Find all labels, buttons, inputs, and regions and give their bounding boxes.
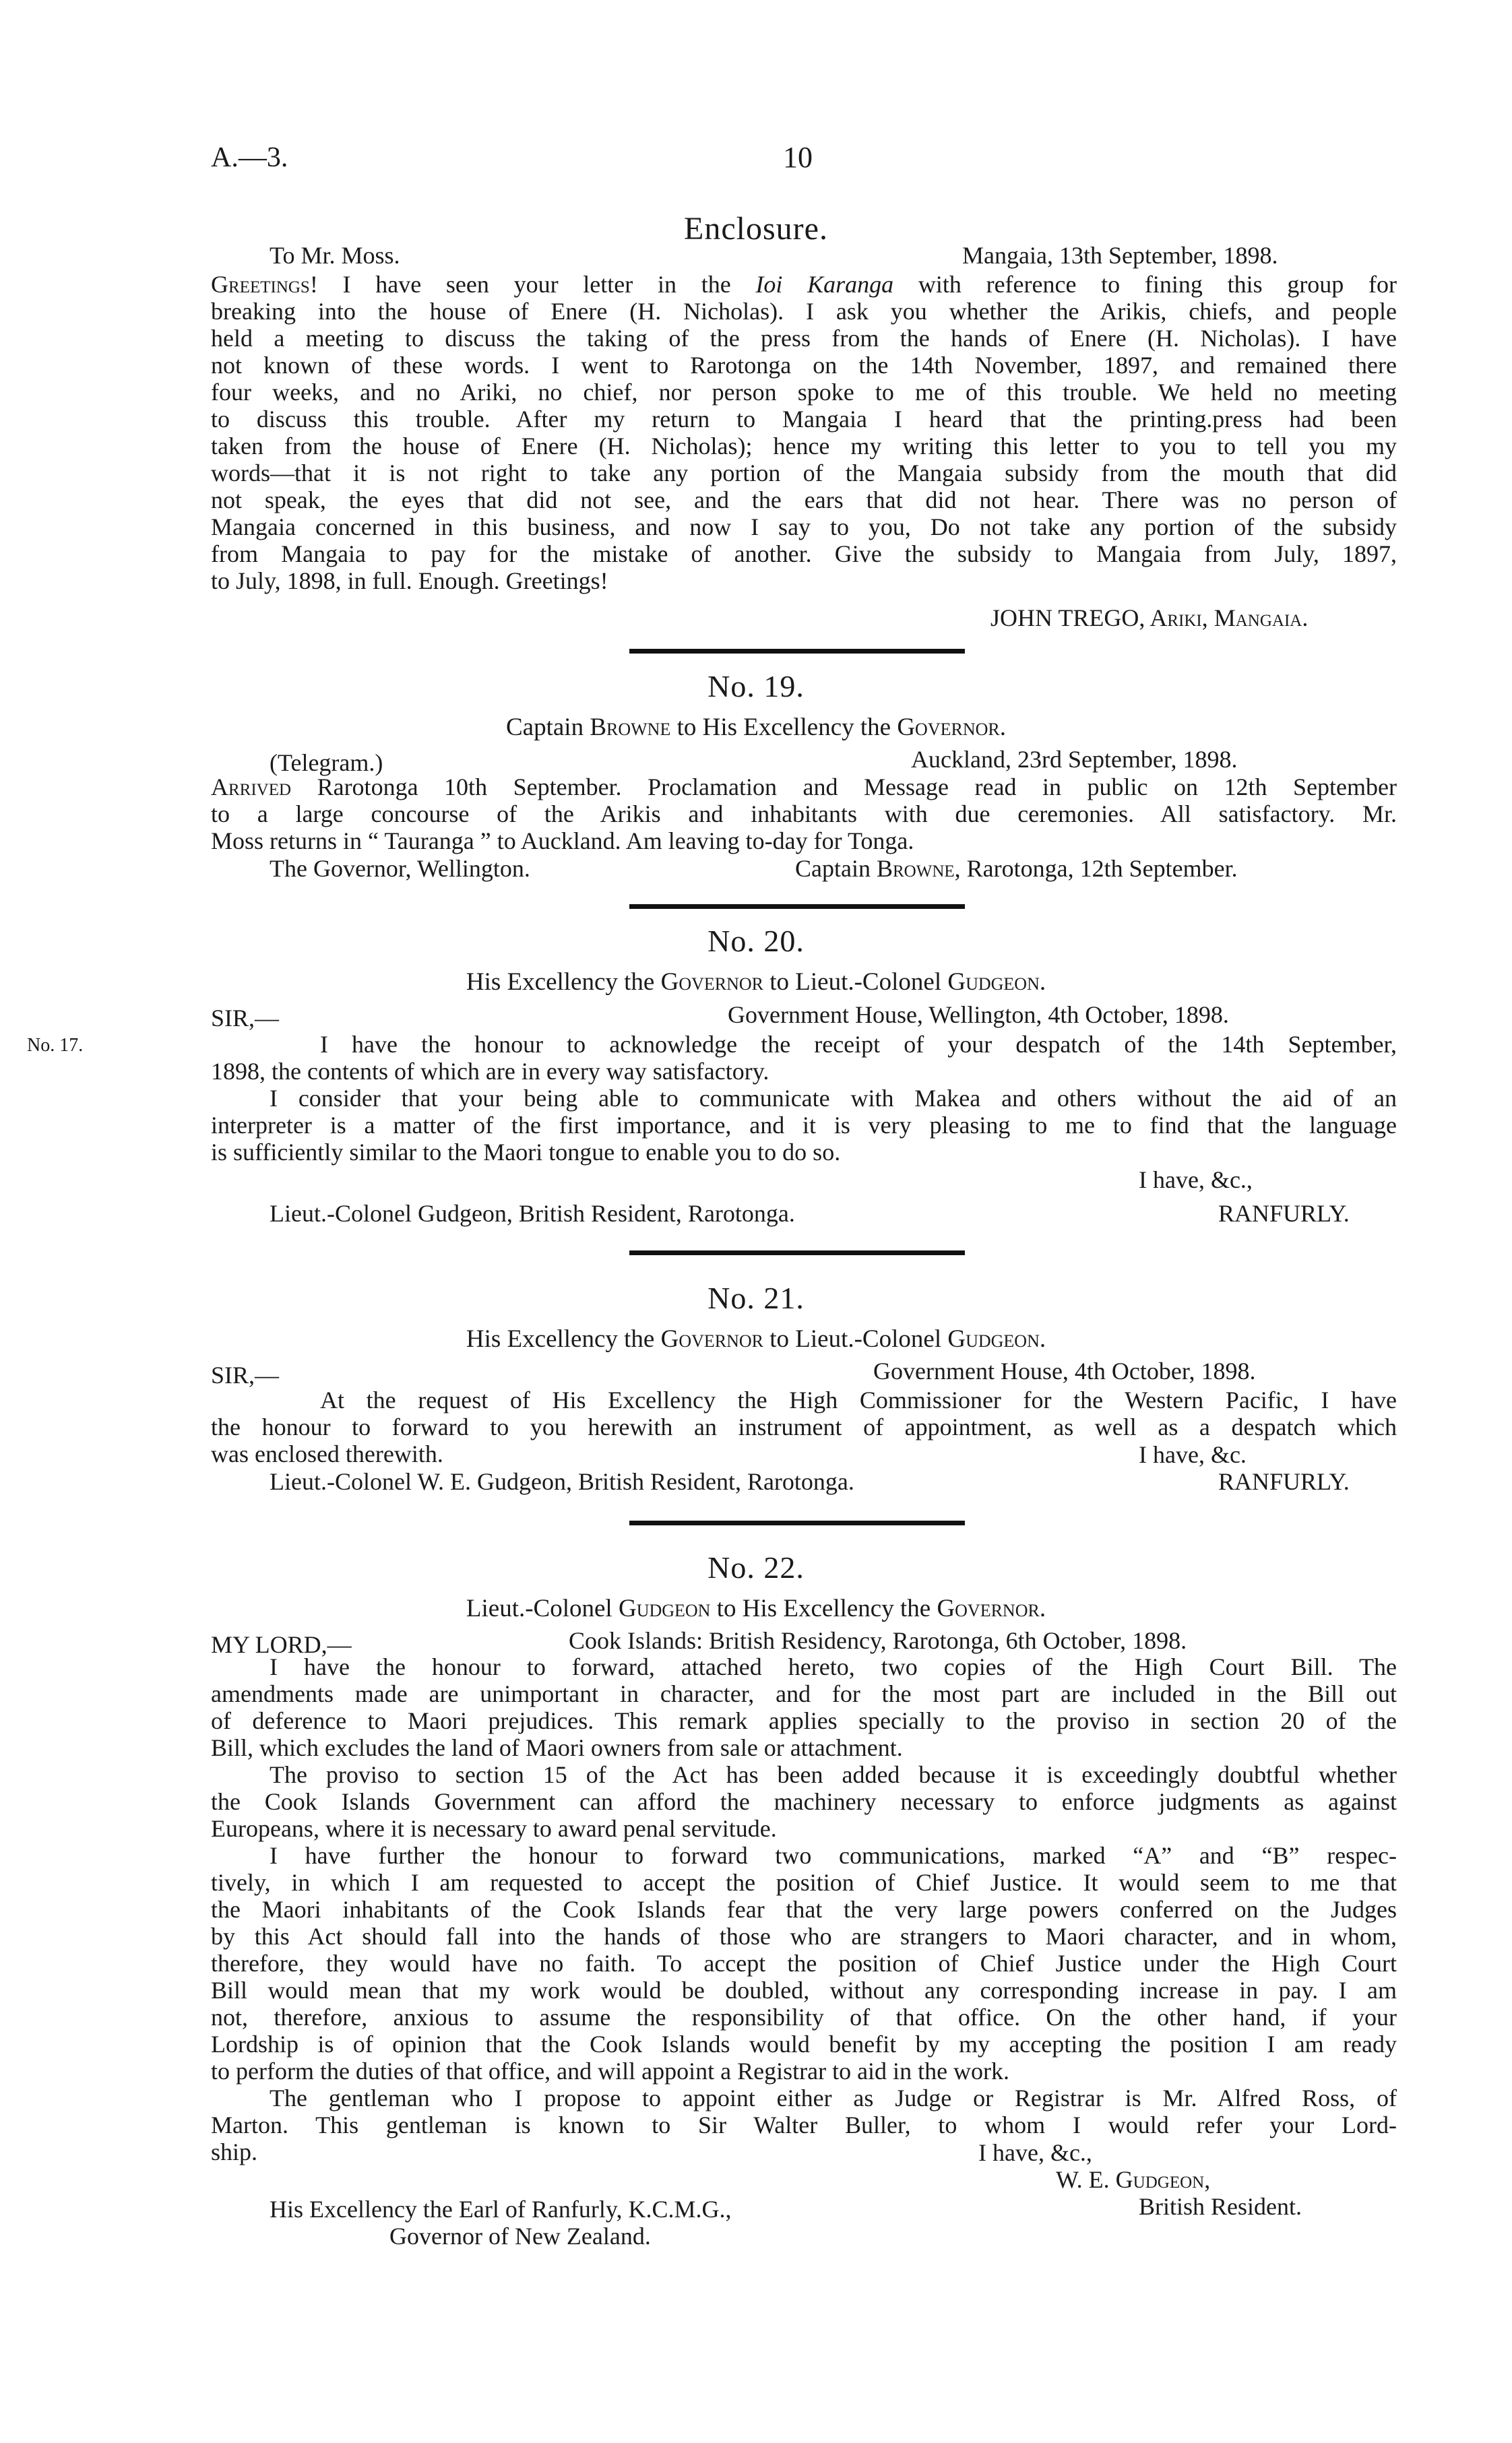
no22-closing: I have, &c., bbox=[978, 2139, 1092, 2166]
no22-line: The proviso to section 15 of the Act has been added because it is exceedingly doubtful whether bbox=[270, 1761, 1397, 1788]
no22-line: Lordship is of opinion that the Cook Islands would benefit by my accepting the position I am ready bbox=[211, 2031, 1397, 2058]
no22-line: by this Act should fall into the hands of those who are strangers to Maori character, and in whom, bbox=[211, 1923, 1397, 1950]
enclosure-line: words—that it is not right to take any portion of the Mangaia subsidy from the mouth that did bbox=[211, 459, 1397, 486]
no20-number: No. 20. bbox=[707, 924, 805, 958]
no22-number: No. 22. bbox=[707, 1550, 805, 1585]
no22-line: The gentleman who I propose to appoint either as Judge or Registrar is Mr. Alfred Ross, of bbox=[270, 2085, 1397, 2112]
section-rule bbox=[629, 649, 965, 654]
no22-signature-name: W. E. Gudgeon, bbox=[1056, 2166, 1211, 2193]
no22-line: not, therefore, anxious to assume the responsibility of that office. On the other hand, if your bbox=[211, 2004, 1397, 2031]
no22-line: the Maori inhabitants of the Cook Islands fear that the very large powers conferred on the Judges bbox=[211, 1896, 1397, 1923]
margin-note: No. 17. bbox=[27, 1035, 84, 1056]
enclosure-line: breaking into the house of Enere (H. Nicholas). I ask you whether the Arikis, chiefs, and people bbox=[211, 298, 1397, 325]
enclosure-line: held a meeting to discuss the taking of the press from the hands of Enere (H. Nicholas). I have bbox=[211, 325, 1397, 352]
no20-line: I have the honour to acknowledge the receipt of your despatch of the 14th September, bbox=[320, 1031, 1397, 1058]
arrived-word: Arrived bbox=[211, 773, 292, 800]
enclosure-place-date: Mangaia, 13th September, 1898. bbox=[962, 242, 1278, 269]
no22-addressee-line2: Governor of New Zealand. bbox=[389, 2223, 651, 2250]
no21-signature: RANFURLY. bbox=[1218, 1468, 1350, 1495]
no19-telegram-label: (Telegram.) bbox=[270, 749, 383, 776]
section-rule bbox=[629, 1521, 965, 1525]
no19-line: Arrived Rarotonga 10th September. Proclamation and Message read in public on 12th September bbox=[211, 773, 1397, 800]
no22-line: Europeans, where it is necessary to award penal servitude. bbox=[211, 1815, 777, 1842]
enclosure-signature: JOHN TREGO, Ariki, Mangaia. bbox=[990, 604, 1309, 631]
no20-line: interpreter is a matter of the first importance, and it is very pleasing to me to find that the language bbox=[211, 1112, 1397, 1139]
enclosure-line: to July, 1898, in full. Enough. Greetings! bbox=[211, 567, 608, 594]
no21-addressee: Lieut.-Colonel W. E. Gudgeon, British Resident, Rarotonga. bbox=[270, 1468, 854, 1495]
no20-line: 1898, the contents of which are in every way satisfactory. bbox=[211, 1058, 769, 1085]
no22-line: the Cook Islands Government can afford the machinery necessary to enforce judgments as against bbox=[211, 1788, 1397, 1815]
no20-line: I consider that your being able to communicate with Makea and others without the aid of an bbox=[270, 1085, 1397, 1112]
no19-line: to a large concourse of the Arikis and inhabitants with due ceremonies. All satisfactory. Mr. bbox=[211, 800, 1397, 827]
no22-line: therefore, they would have no faith. To accept the position of Chief Justice under the High Court bbox=[211, 1950, 1397, 1977]
enclosure-line: Mangaia concerned in this business, and now I say to you, Do not take any portion of the subsidy bbox=[211, 513, 1397, 540]
page-number: 10 bbox=[783, 141, 813, 174]
no19-addressee: The Governor, Wellington. bbox=[270, 855, 530, 882]
newspaper-name: Ioi Karanga bbox=[755, 271, 894, 298]
no19-signature: Captain Browne, Rarotonga, 12th September. bbox=[795, 855, 1238, 882]
no20-addressee: Lieut.-Colonel Gudgeon, British Resident, Rarotonga. bbox=[270, 1200, 795, 1227]
no19-subtitle: Captain Browne to His Excellency the Governor. bbox=[506, 713, 1006, 741]
no21-line: the honour to forward to you herewith an instrument of appointment, as well as a despatch which bbox=[211, 1414, 1397, 1440]
no21-number: No. 21. bbox=[707, 1281, 805, 1315]
enclosure-to: To Mr. Moss. bbox=[270, 242, 400, 269]
no21-salutation: SIR,— bbox=[211, 1362, 280, 1389]
no20-place-date: Government House, Wellington, 4th October, 1898. bbox=[728, 1001, 1229, 1028]
document-reference: A.—3. bbox=[211, 142, 288, 173]
no22-line: ship. bbox=[211, 2138, 258, 2165]
no21-line: was enclosed therewith. bbox=[211, 1440, 443, 1467]
no19-line: Moss returns in “ Tauranga ” to Auckland. Am leaving to-day for Tonga. bbox=[211, 827, 914, 854]
no21-place-date: Government House, 4th October, 1898. bbox=[873, 1358, 1256, 1385]
enclosure-line: not known of these words. I went to Rarotonga on the 14th November, 1897, and remained there bbox=[211, 352, 1397, 379]
no22-line: tively, in which I am requested to accept the position of Chief Justice. It would seem to me that bbox=[211, 1869, 1397, 1896]
no20-subtitle: His Excellency the Governor to Lieut.-Colonel Gudgeon. bbox=[466, 968, 1046, 996]
no21-closing: I have, &c. bbox=[1139, 1441, 1247, 1468]
enclosure-line: to discuss this trouble. After my return to Mangaia I heard that the printing.press had been bbox=[211, 406, 1397, 433]
no22-line: Bill would mean that my work would be doubled, without any corresponding increase in pay. I am bbox=[211, 1977, 1397, 2004]
no22-subtitle: Lieut.-Colonel Gudgeon to His Excellency the Governor. bbox=[466, 1595, 1046, 1622]
enclosure-line: four weeks, and no Ariki, no chief, nor person spoke to me of this trouble. We held no meeting bbox=[211, 379, 1397, 406]
enclosure-line: taken from the house of Enere (H. Nicholas); hence my writing this letter to you to tell you my bbox=[211, 433, 1397, 459]
no20-line: is sufficiently similar to the Maori tongue to enable you to do so. bbox=[211, 1139, 841, 1166]
no20-salutation: SIR,— bbox=[211, 1005, 280, 1032]
no22-line: of deference to Maori prejudices. This remark applies specially to the proviso in section 20 of the bbox=[211, 1707, 1397, 1734]
no19-number: No. 19. bbox=[707, 669, 805, 703]
no22-line: Bill, which excludes the land of Maori owners from sale or attachment. bbox=[211, 1734, 903, 1761]
no22-line: Marton. This gentleman is known to Sir Walter Buller, to whom I would refer your Lord- bbox=[211, 2112, 1397, 2138]
no22-line: amendments made are unimportant in character, and for the most part are included in the Bill out bbox=[211, 1680, 1397, 1707]
section-rule bbox=[629, 904, 965, 909]
no22-salutation: MY LORD,— bbox=[211, 1631, 352, 1658]
no21-subtitle: His Excellency the Governor to Lieut.-Colonel Gudgeon. bbox=[466, 1325, 1046, 1353]
no22-place-date: Cook Islands: British Residency, Rarotonga, 6th October, 1898. bbox=[569, 1627, 1187, 1654]
enclosure-title: Enclosure. bbox=[684, 211, 828, 247]
no20-closing: I have, &c., bbox=[1139, 1166, 1253, 1193]
enclosure-line: not speak, the eyes that did not see, and the ears that did not hear. There was no person of bbox=[211, 486, 1397, 513]
no22-line: to perform the duties of that office, and will appoint a Registrar to aid in the work. bbox=[211, 2058, 1010, 2085]
section-rule bbox=[629, 1250, 965, 1255]
no22-line: I have the honour to forward, attached hereto, two copies of the High Court Bill. The bbox=[270, 1653, 1397, 1680]
enclosure-line: Greetings! I have seen your letter in the Ioi Karanga with reference to fining this group for bbox=[211, 271, 1397, 298]
no19-place-date: Auckland, 23rd September, 1898. bbox=[911, 746, 1238, 773]
no22-addressee-line1: His Excellency the Earl of Ranfurly, K.C.M.G., bbox=[270, 2196, 732, 2223]
no21-line: At the request of His Excellency the High Commissioner for the Western Pacific, I have bbox=[320, 1387, 1397, 1414]
no20-signature: RANFURLY. bbox=[1218, 1200, 1350, 1227]
no22-signature-title: British Resident. bbox=[1139, 2193, 1302, 2220]
enclosure-line: from Mangaia to pay for the mistake of another. Give the subsidy to Mangaia from July, 1897, bbox=[211, 540, 1397, 567]
greetings-word: Greetings bbox=[211, 271, 310, 298]
no22-line: I have further the honour to forward two communications, marked “A” and “B” respec- bbox=[270, 1842, 1397, 1869]
